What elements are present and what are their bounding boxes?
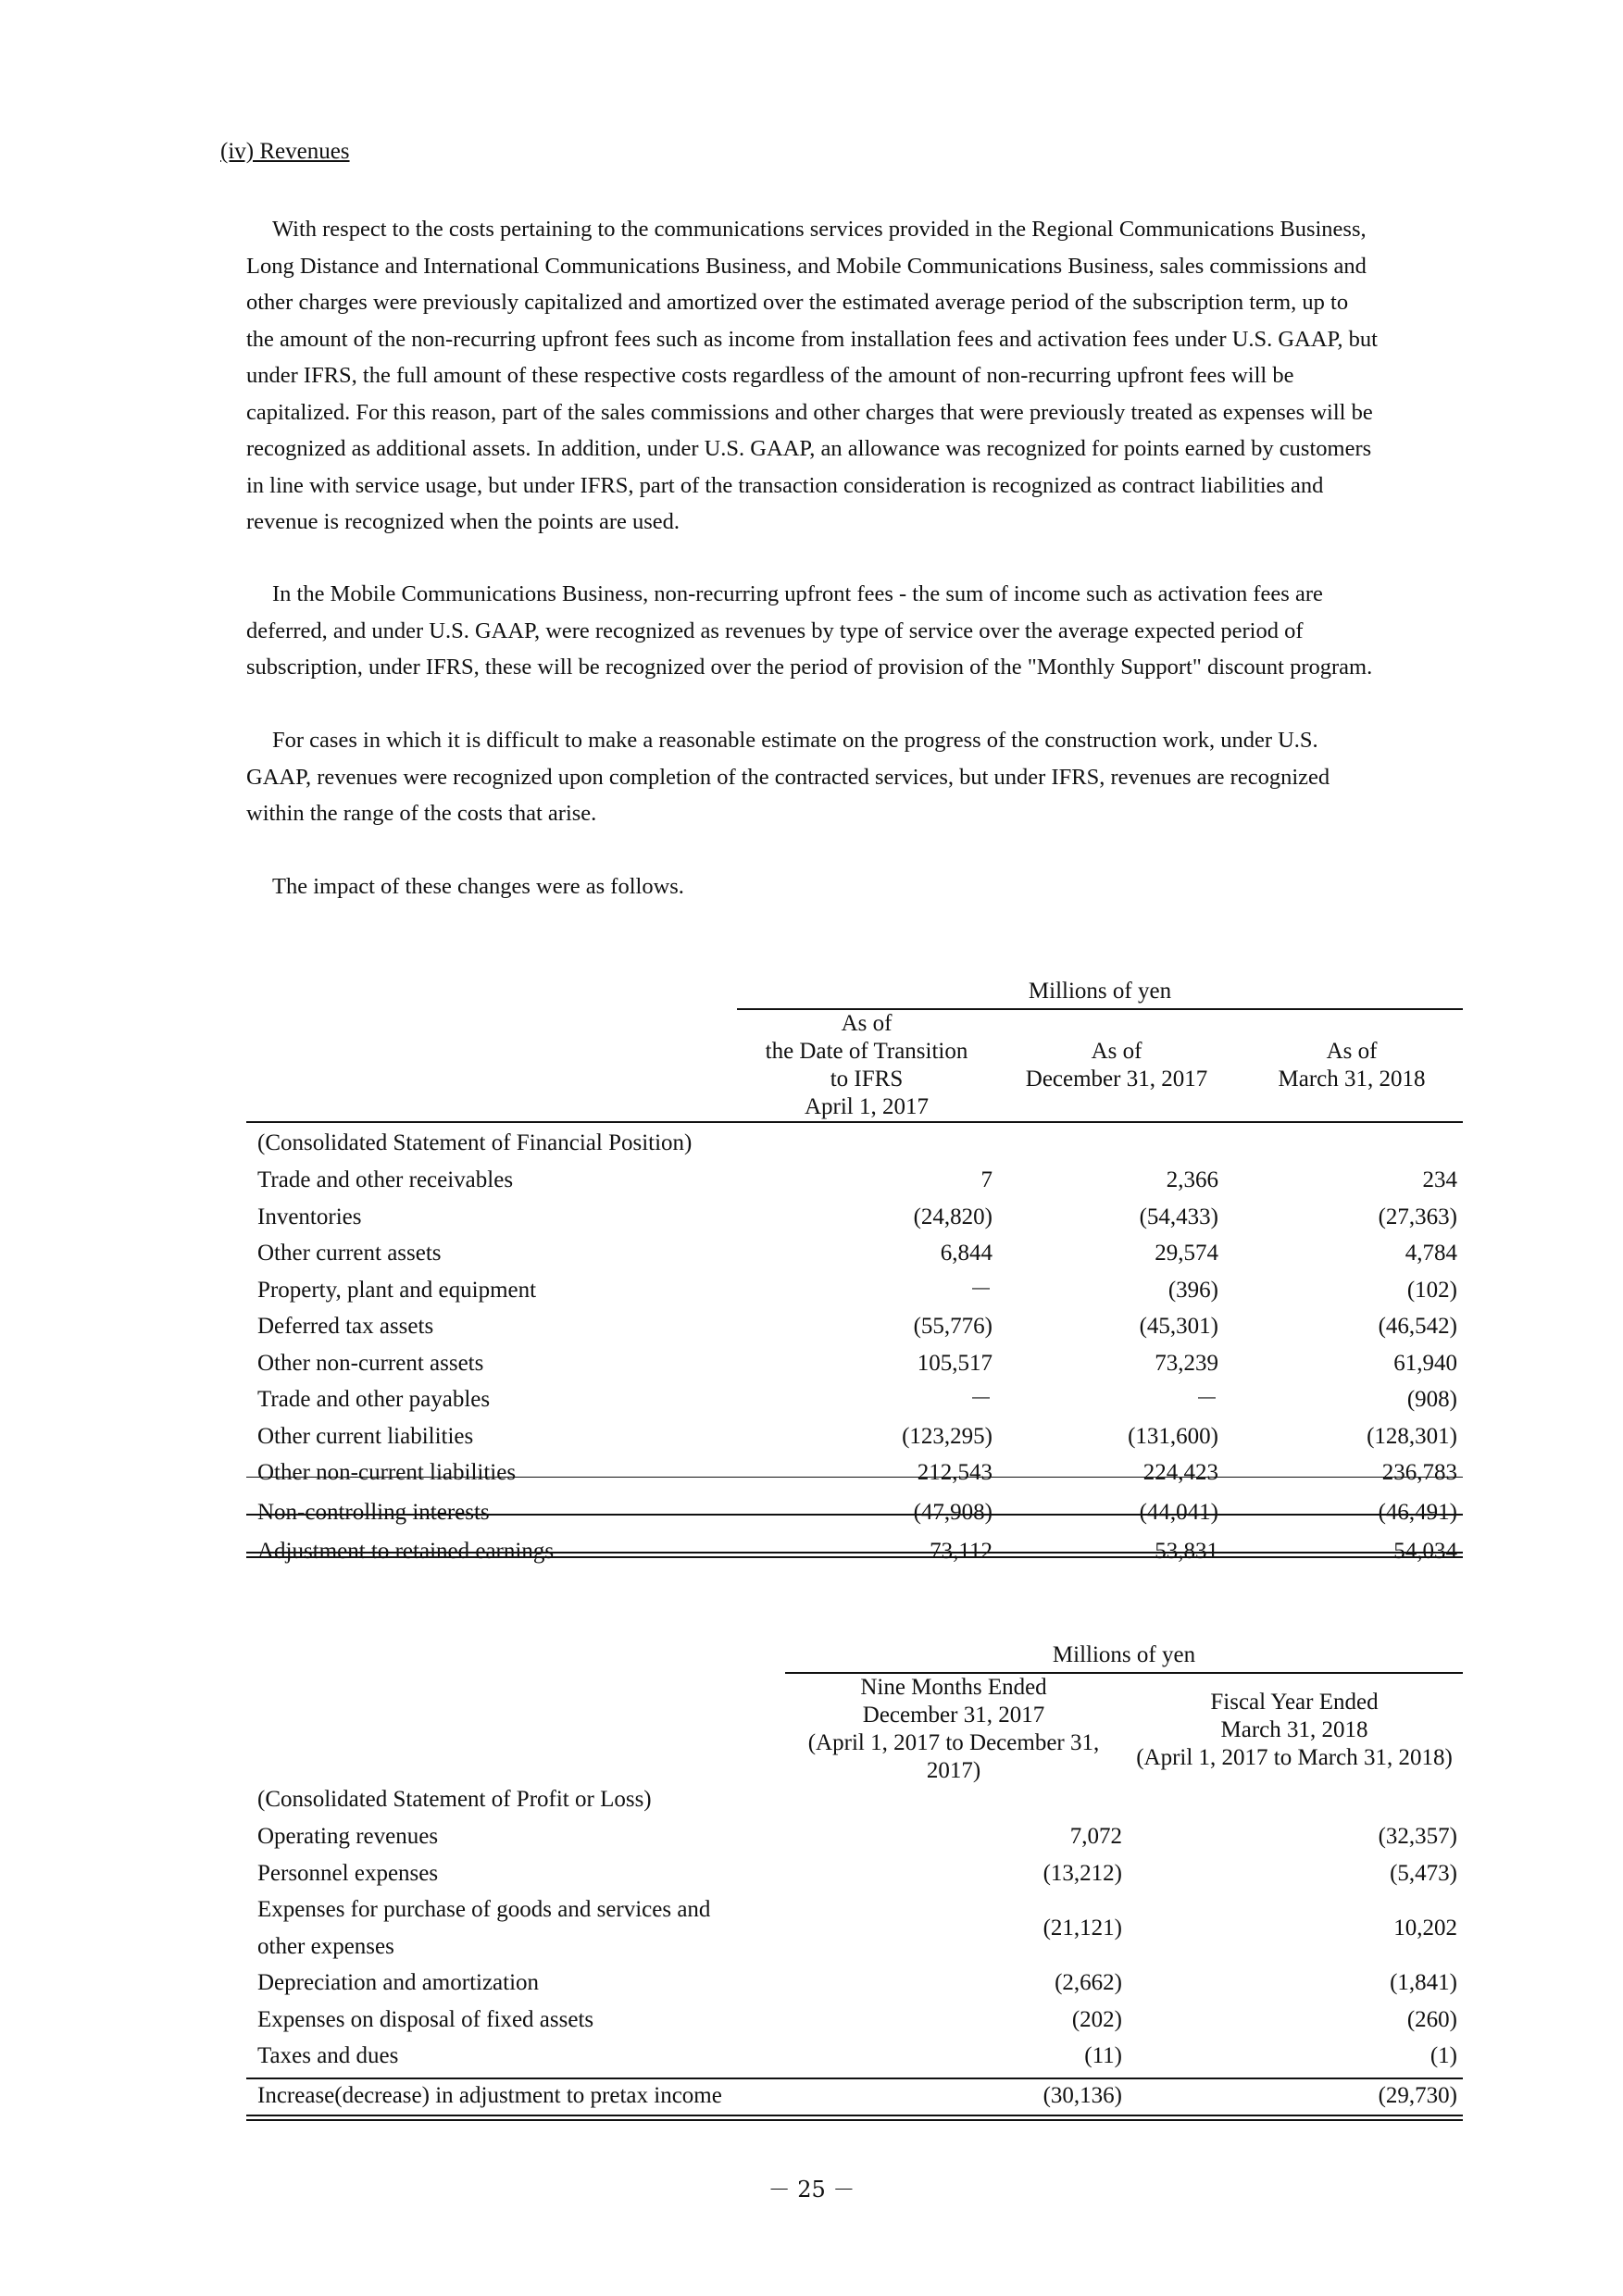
- paragraph-mobile: [246, 576, 1482, 686]
- table-row: [246, 1855, 1463, 1892]
- column-header-line: Nine Months Ended: [860, 1675, 1047, 1700]
- table-row: [246, 1381, 1463, 1418]
- paragraph-line: within the range of the costs that arise.: [246, 801, 597, 826]
- column-header-line: the Date of Transition: [765, 1039, 968, 1064]
- row-label: [257, 1818, 438, 1855]
- row-value: －: [1194, 1387, 1218, 1412]
- paragraph-line: GAAP, revenues were recognized upon completion of the contracted services, but under IFRS, revenues are recognized: [246, 764, 1330, 790]
- row-value: (32,357): [1378, 1824, 1457, 1849]
- paragraph-line: subscription, under IFRS, these will be recognized over the period of provision of the "Monthly Support" discount program.: [246, 655, 1373, 680]
- paragraph-line: under IFRS, the full amount of these respective costs regardless of the amount of non-recurring upfront fees will be: [246, 363, 1294, 388]
- paragraph-line: other charges were previously capitalized and amortized over the estimated average period of the subscription term, up to: [246, 290, 1349, 315]
- row-value: (27,363): [1378, 1204, 1457, 1229]
- row-label: [257, 2078, 722, 2115]
- row-value: 105,517: [917, 1350, 993, 1376]
- column-header-line: As of: [1091, 1039, 1142, 1064]
- row-value: －: [968, 1277, 993, 1303]
- row-label: Adjustment to retained earnings: [257, 1539, 555, 1564]
- row-label: Inventories: [257, 1204, 362, 1229]
- table-row: [246, 2078, 1463, 2115]
- row-value: 53,831: [1155, 1539, 1218, 1564]
- table-row: [246, 1418, 1463, 1455]
- paragraph-line: the amount of the non-recurring upfront fees such as income from installation fees and activation fees under U.S. GAAP, but: [246, 326, 1378, 352]
- row-value: (55,776): [913, 1314, 993, 1339]
- row-value: (44,041): [1139, 1499, 1218, 1525]
- table-row: [246, 2038, 1463, 2075]
- column-header-line: 2017): [926, 1758, 981, 1783]
- section-label: (Consolidated Statement of Profit or Loss): [257, 1787, 652, 1812]
- column-header-line: As of: [841, 1011, 893, 1036]
- section-heading: (iv) Revenues: [220, 139, 350, 164]
- row-label: Other current liabilities: [257, 1423, 474, 1449]
- section-label: (Consolidated Statement of Financial Position): [257, 1130, 693, 1155]
- table-row: [246, 1272, 1463, 1309]
- row-value: 7,072: [1069, 1824, 1122, 1849]
- paragraph-line: The impact of these changes were as follows.: [272, 874, 684, 899]
- column-header-line: December 31, 2017: [1025, 1067, 1208, 1092]
- row-value: 212,543: [917, 1460, 993, 1485]
- row-label: [257, 1891, 710, 1965]
- column-header-dec-2017: [1005, 1038, 1228, 1093]
- column-header-mar-2018: [1241, 1038, 1463, 1093]
- paragraph-line: In the Mobile Communications Business, non-recurring upfront fees - the sum of income such as activation fees are: [272, 581, 1323, 606]
- column-header-line: December 31, 2017: [862, 1703, 1045, 1728]
- row-value: (21,121): [1042, 1915, 1122, 1940]
- row-value: (260): [1406, 2006, 1457, 2032]
- row-value: 2,366: [1166, 1167, 1218, 1192]
- row-value: 29,574: [1155, 1241, 1218, 1266]
- row-value: (24,820): [913, 1204, 993, 1229]
- column-header-transition-date: [737, 1010, 996, 1121]
- row-label-line: other expenses: [257, 1933, 394, 1959]
- row-label-line: Expenses for purchase of goods and services and: [257, 1897, 711, 1922]
- row-value: 4,784: [1405, 1241, 1457, 1266]
- row-value: 73,112: [930, 1539, 993, 1564]
- row-label: Other non-current assets: [257, 1350, 484, 1376]
- row-value: (13,212): [1042, 1860, 1122, 1886]
- row-value: 54,034: [1393, 1539, 1457, 1564]
- table-row: [246, 1345, 1463, 1382]
- table-row: [246, 1494, 1463, 1531]
- unit-label: Millions of yen: [1028, 979, 1172, 1004]
- row-value: (1): [1429, 2043, 1457, 2068]
- total-rule: [246, 2078, 1463, 2079]
- table-row: [246, 1891, 1463, 1965]
- profit-or-loss-table: [246, 1641, 1463, 2122]
- column-header-line: (April 1, 2017 to March 31, 2018): [1136, 1745, 1453, 1770]
- row-value: 236,783: [1381, 1460, 1457, 1485]
- row-value: (102): [1406, 1277, 1457, 1303]
- column-header-line: Fiscal Year Ended: [1210, 1690, 1379, 1715]
- row-label: Non-controlling interests: [257, 1499, 490, 1525]
- row-label-line: Expenses on disposal of fixed assets: [257, 2006, 594, 2032]
- row-value: 234: [1422, 1167, 1457, 1192]
- row-value: (2,662): [1055, 1970, 1122, 1995]
- column-header-line: As of: [1326, 1039, 1378, 1064]
- row-value: 6,844: [940, 1241, 993, 1266]
- column-header-line: March 31, 2018: [1220, 1717, 1368, 1742]
- paragraph-line: For cases in which it is difficult to make a reasonable estimate on the progress of the construction work, under U.S.: [272, 728, 1318, 753]
- paragraph-impact: [246, 868, 1482, 905]
- row-value: (908): [1406, 1387, 1457, 1412]
- row-value: (47,908): [913, 1499, 993, 1525]
- row-value: (202): [1071, 2006, 1122, 2032]
- paragraph-line: With respect to the costs pertaining to the communications services provided in the Regional Communications Business,: [272, 217, 1367, 242]
- row-label-line: Depreciation and amortization: [257, 1970, 540, 1995]
- paragraph-line: deferred, and under U.S. GAAP, were recognized as revenues by type of service over the average expected period of: [246, 618, 1304, 643]
- row-value: (5,473): [1390, 1860, 1457, 1886]
- paragraph-line: Long Distance and International Communications Business, and Mobile Communications Business, sales commissions and: [246, 253, 1367, 279]
- row-label: [257, 1965, 539, 2002]
- table-row: [246, 1235, 1463, 1272]
- row-label: Trade and other payables: [257, 1387, 491, 1412]
- row-value: (1,841): [1390, 1970, 1457, 1995]
- row-value: (29,730): [1378, 2082, 1457, 2108]
- total-rule: [246, 1514, 1463, 1516]
- row-value: (396): [1167, 1277, 1218, 1303]
- row-value: 224,423: [1142, 1460, 1218, 1485]
- total-double-rule: [246, 2115, 1463, 2121]
- table-row: [246, 1162, 1463, 1199]
- row-label: [257, 2038, 398, 2075]
- paragraph-line: recognized as additional assets. In addition, under U.S. GAAP, an allowance was recognized for points earned by customers: [246, 436, 1372, 461]
- row-value: (11): [1084, 2043, 1122, 2068]
- row-label: Other non-current liabilities: [257, 1460, 517, 1485]
- table-row: [246, 1965, 1463, 2002]
- row-label-line: Personnel expenses: [257, 1860, 439, 1886]
- row-value: 73,239: [1155, 1350, 1218, 1376]
- row-value: －: [968, 1387, 993, 1412]
- total-double-rule: [246, 1552, 1463, 1558]
- row-value: (45,301): [1139, 1314, 1218, 1339]
- row-label: Property, plant and equipment: [257, 1277, 537, 1303]
- unit-label: Millions of yen: [1052, 1642, 1196, 1667]
- header-bottom-rule: [246, 1121, 1463, 1123]
- row-value: (128,301): [1367, 1423, 1457, 1449]
- row-label: Other current assets: [257, 1241, 442, 1266]
- row-label-line: Increase(decrease) in adjustment to pretax income: [257, 2082, 722, 2108]
- row-value: 10,202: [1393, 1915, 1457, 1940]
- row-value: (46,542): [1378, 1314, 1457, 1339]
- row-label: [257, 1855, 438, 1892]
- paragraph-costs: [246, 211, 1482, 541]
- section-label-row: [246, 1781, 1463, 1818]
- table-row: [246, 1199, 1463, 1236]
- paragraph-line: in line with service usage, but under IFRS, part of the transaction consideration is recognized as contract liabilities and: [246, 472, 1324, 498]
- column-header-line: March 31, 2018: [1278, 1067, 1426, 1092]
- row-value: (131,600): [1128, 1423, 1218, 1449]
- table-row: [246, 2002, 1463, 2039]
- financial-position-table: [246, 977, 1463, 1569]
- paragraph-construction: [246, 722, 1482, 832]
- row-value: (46,491): [1378, 1499, 1457, 1525]
- row-value: 61,940: [1393, 1350, 1457, 1376]
- column-header-fiscal-year: [1126, 1689, 1463, 1772]
- column-header-line: (April 1, 2017 to December 31,: [807, 1730, 1100, 1755]
- paragraph-line: capitalized. For this reason, part of the sales commissions and other charges that were previously treated as expenses will be: [246, 399, 1373, 425]
- section-label-row: [246, 1125, 1463, 1162]
- column-header-line: April 1, 2017: [804, 1094, 930, 1119]
- table-row: [246, 1308, 1463, 1345]
- row-value: (54,433): [1139, 1204, 1218, 1229]
- row-value: (123,295): [902, 1423, 993, 1449]
- row-label: Trade and other receivables: [257, 1167, 514, 1192]
- page-number: － 25 －: [768, 2177, 855, 2202]
- table-row: [246, 1818, 1463, 1855]
- row-label-line: Operating revenues: [257, 1824, 439, 1849]
- row-value: 7: [980, 1167, 993, 1192]
- subtotal-rule: [246, 1477, 1463, 1478]
- row-value: (30,136): [1042, 2082, 1122, 2108]
- row-label: Deferred tax assets: [257, 1314, 434, 1339]
- column-header-nine-months: [785, 1674, 1122, 1785]
- row-label: [257, 2002, 593, 2039]
- table-row: [246, 1454, 1463, 1491]
- row-label-line: Taxes and dues: [257, 2043, 399, 2068]
- paragraph-line: revenue is recognized when the points are used.: [246, 509, 680, 534]
- column-header-line: to IFRS: [830, 1067, 904, 1092]
